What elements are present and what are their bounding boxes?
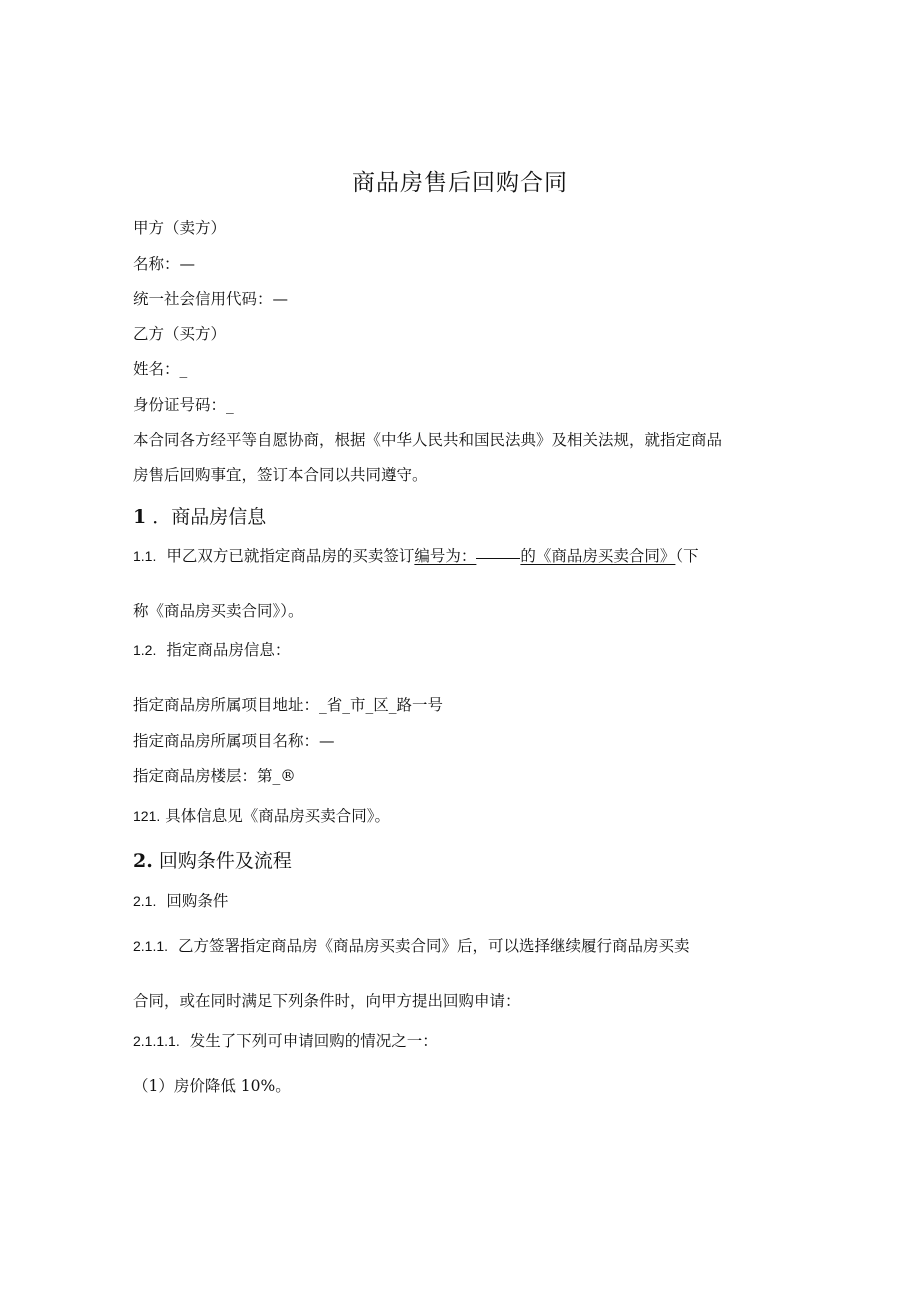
clause-121 (133, 806, 390, 826)
property-project-name: 指定商品房所属项目名称：— (133, 732, 335, 750)
clause-2-1-number: 2.1. (133, 893, 157, 909)
section-2-heading (133, 849, 292, 873)
clause-1-1-text-a: 甲乙双方已就指定商品房的买卖签订 (166, 547, 415, 565)
clause-2-1-1-line-2: 合同，或在同时满足下列条件时，向甲方提出回购申请： (133, 992, 521, 1010)
section-2-title: 回购条件及流程 (158, 850, 292, 872)
clause-1-1-number: 1.1. (133, 548, 157, 564)
clause-1-2-text: 指定商品房信息： (166, 641, 291, 659)
clause-2-1-1-1 (133, 1031, 438, 1051)
intro-line-2: 房售后回购事宜，签订本合同以共同遵守。 (133, 466, 428, 484)
intro-line-1: 本合同各方经平等自愿协商，根据《中华人民共和国民法典》及相关法规，就指定商品 (133, 431, 723, 449)
condition-item-1-prefix: （1） (133, 1077, 174, 1095)
party-b-id-number: 身份证号码：_ (133, 396, 234, 414)
condition-item-1 (133, 1076, 291, 1096)
document-title: 商品房售后回购合同 (352, 170, 568, 196)
condition-item-1-text: 房价降低 10%。 (173, 1077, 291, 1095)
clause-2-1-1 (133, 936, 690, 956)
party-a-heading: 甲方（卖方） (133, 219, 227, 237)
clause-1-2 (133, 640, 290, 660)
clause-1-1-line-2: 称《商品房买卖合同》）。 (133, 602, 304, 620)
clause-1-1 (133, 546, 699, 566)
party-a-name: 名称：— (133, 255, 196, 273)
section-1-heading (133, 505, 266, 529)
section-1-number: 1 (133, 506, 147, 528)
clause-2-1 (133, 891, 228, 911)
clause-121-text: 具体信息见《商品房买卖合同》。 (165, 807, 390, 825)
property-address: 指定商品房所属项目地址：_省_市_区_路一号 (133, 696, 444, 714)
clause-2-1-1-1-text: 发生了下列可申请回购的情况之一： (189, 1032, 438, 1050)
clause-2-1-text: 回购条件 (166, 892, 229, 910)
property-floor: 指定商品房楼层：第_® (133, 767, 296, 785)
contract-number-label: 编号为： (414, 547, 477, 565)
clause-121-number: 121. (133, 808, 161, 824)
clause-2-1-1-1-number: 2.1.1.1. (133, 1033, 180, 1049)
section-1-title: ．商品房信息 (152, 506, 267, 528)
clause-1-1-text-d: （下 (675, 547, 699, 565)
party-a-credit-code: 统一社会信用代码：— (133, 290, 289, 308)
clause-2-1-1-line-1: 乙方签署指定商品房《商品房买卖合同》后，可以选择继续履行商品房买卖 (178, 937, 690, 955)
clause-1-2-number: 1.2. (133, 642, 157, 658)
clause-2-1-1-number: 2.1.1. (133, 938, 169, 954)
contract-number-blank (476, 557, 520, 559)
party-b-heading: 乙方（买方） (133, 325, 227, 343)
party-b-name: 姓名：_ (133, 360, 188, 378)
clause-1-1-text-c: 的《商品房买卖合同》 (520, 547, 676, 565)
section-2-number: 2. (133, 850, 153, 872)
